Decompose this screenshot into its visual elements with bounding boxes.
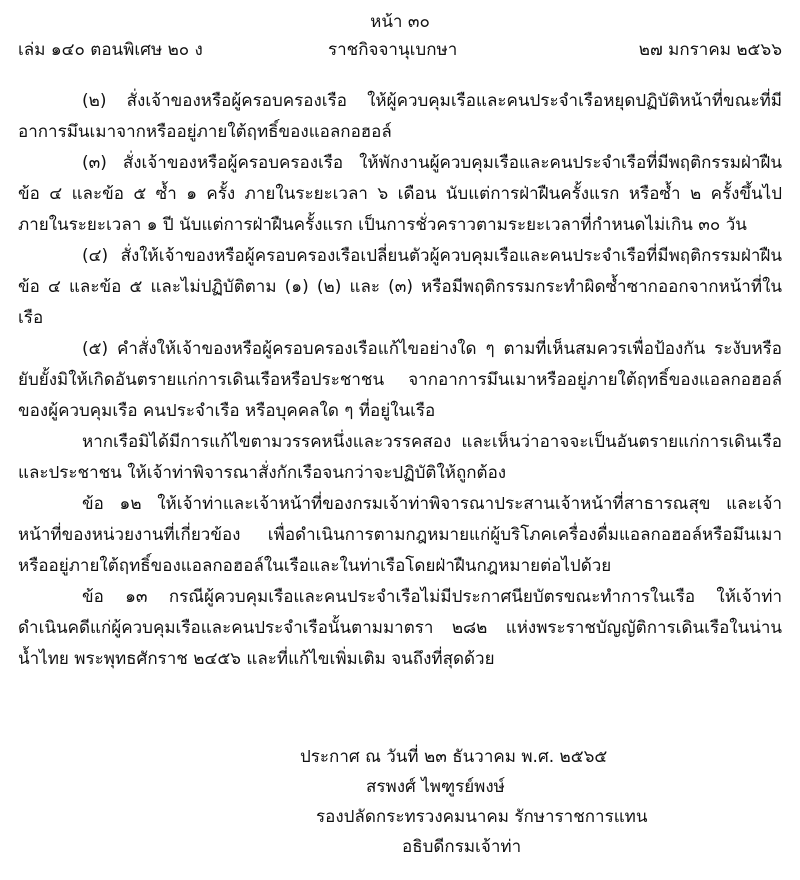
gazette-header	[18, 36, 782, 62]
paragraph-clause-3: (๓) สั่งเจ้าของหรือผู้ครอบครองเรือ ให้พักงานผู้ควบคุมเรือและคนประจำเรือที่มีพฤติกรรมฝ่าฝืนข้อ ๔ และข้อ ๕ ซ้ำ ๑ ครั้ง ภายในระยะเวลา ๖ เดือน นับแต่การฝ่าฝืนครั้งแรก หรือซ้ำ ๒ ครั้งขึ้นไป ภายในระยะเวลา ๑ ปี นับแต่การฝ่าฝืนครั้งแรก เป็นการชั่วคราวตามระยะเวลาที่กำหนดไม่เกิน ๓๐ วัน	[18, 153, 782, 235]
paragraph-article-12: ข้อ ๑๒ ให้เจ้าท่าและเจ้าหน้าที่ของกรมเจ้าท่าพิจารณาประสานเจ้าหน้าที่สาธารณสุข และเจ้าหน้าที่ของหน่วยงานที่เกี่ยวข้อง เพื่อดำเนินการตามกฎหมายแก่ผู้บริโภคเครื่องดื่มแอลกอฮอล์หรือมึนเมาหรืออยู่ภายใต้ฤทธิ์ของแอลกอฮอล์ในเรือและในท่าเรือโดยฝ่าฝืนกฎหมายต่อไปด้วย	[18, 494, 782, 576]
publication-date: ๒๗ มกราคม ๒๕๖๖	[638, 40, 782, 60]
paragraph-clause-5: (๕) คำสั่งให้เจ้าของหรือผู้ครอบครองเรือแก้ไขอย่างใด ๆ ตามที่เห็นสมควรเพื่อป้องกัน ระงับหรือยับยั้งมิให้เกิดอันตรายแก่การเดินเรือหรือประชาชน จากอาการมึนเมาหรืออยู่ภายใต้ฤทธิ์ของแอลกอฮอล์ของผู้ควบคุมเรือ คนประจำเรือ หรือบุคคลใด ๆ ที่อยู่ในเรือ	[18, 339, 782, 421]
paragraph-article-13: ข้อ ๑๓ กรณีผู้ควบคุมเรือและคนประจำเรือไม่มีประกาศนียบัตรขณะทำการในเรือ ให้เจ้าท่าดำเนินคดีแก่ผู้ควบคุมเรือและคนประจำเรือนั้นตามมาตรา ๒๘๒ แห่งพระราชบัญญัติการเดินเรือในน่านน้ำไทย พระพุทธศักราช ๒๔๕๖ และที่แก้ไขเพิ่มเติม จนถึงที่สุดด้วย	[18, 587, 782, 669]
announcement-date: ประกาศ ณ วันที่ ๒๓ ธันวาคม พ.ศ. ๒๕๖๕	[300, 747, 608, 767]
paragraph-clause-4: (๔) สั่งให้เจ้าของหรือผู้ครอบครองเรือเปลี่ยนตัวผู้ควบคุมเรือและคนประจำเรือที่มีพฤติกรรมฝ่าฝืนข้อ ๔ และข้อ ๕ และไม่ปฏิบัติตาม (๑) (๒) และ (๓) หรือมีพฤติกรรมกระทำผิดซ้ำซากออกจากหน้าที่ในเรือ	[18, 246, 782, 328]
signatory-position: รองปลัดกระทรวงคมนาคม รักษาราชการแทน	[316, 807, 648, 827]
paragraph-detention: หากเรือมิได้มีการแก้ไขตามวรรคหนึ่งและวรรคสอง และเห็นว่าอาจจะเป็นอันตรายแก่การเดินเรือและประชาชน ให้เจ้าท่าพิจารณาสั่งกักเรือจนกว่าจะปฏิบัติให้ถูกต้อง	[18, 432, 782, 483]
page-number: หน้า ๓๐	[370, 12, 430, 32]
paragraph-clause-2: (๒) สั่งเจ้าของหรือผู้ครอบครองเรือ ให้ผู้ควบคุมเรือและคนประจำเรือหยุดปฏิบัติหน้าที่ขณะที่มีอาการมึนเมาจากหรืออยู่ภายใต้ฤทธิ์ของแอลกอฮอล์	[18, 91, 782, 142]
signatory-name: สรพงศ์ ไพฑูรย์พงษ์	[366, 777, 505, 797]
publication-name: ราชกิจจานุเบกษา	[328, 40, 458, 60]
document-body	[18, 86, 782, 675]
volume-issue: เล่ม ๑๔๐ ตอนพิเศษ ๒๐ ง	[18, 40, 203, 60]
signature-block	[0, 742, 800, 862]
signatory-title: อธิบดีกรมเจ้าท่า	[402, 837, 522, 857]
